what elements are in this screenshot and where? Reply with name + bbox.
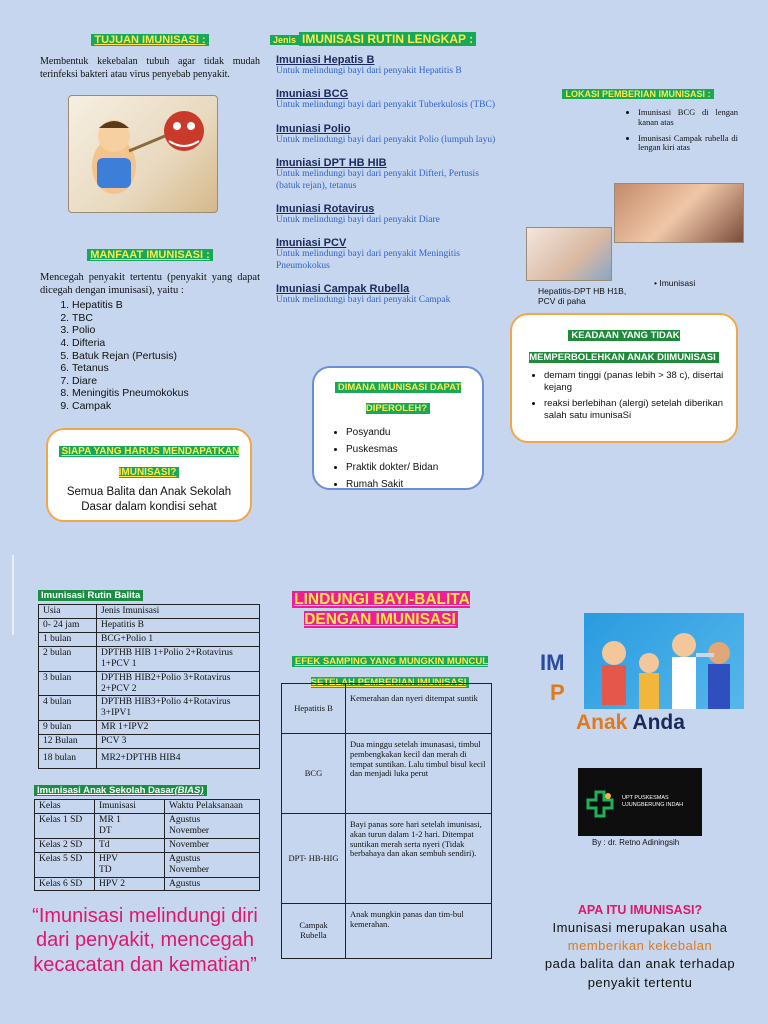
table-row bbox=[39, 749, 260, 769]
imunisasi-item bbox=[276, 203, 500, 226]
table-header bbox=[39, 605, 260, 619]
table-row bbox=[35, 852, 260, 877]
table-cell: 9 bulan bbox=[39, 721, 97, 735]
apa-text bbox=[520, 919, 760, 992]
tujuan-title: TUJUAN IMUNISASI : bbox=[91, 34, 208, 46]
cover-word-3: Anak bbox=[576, 711, 628, 734]
header-cell: Kelas bbox=[35, 800, 95, 814]
lindungi-title: LINDUNGI BAYI-BALITA DENGAN IMUNISASI bbox=[294, 591, 470, 628]
table-row bbox=[282, 734, 492, 814]
photo-caption: Hepatitis-DPT HB H1B, PCV di paha bbox=[538, 286, 627, 307]
sekolah-title bbox=[34, 785, 207, 796]
lokasi-title: LOKASI PEMBERIAN IMUNISASI : bbox=[562, 89, 713, 99]
dimana-item: • Puskesmas bbox=[346, 441, 472, 459]
puskesmas-logo bbox=[578, 768, 702, 836]
logo-text-line: UJUNGBERUNG INDAH bbox=[622, 802, 684, 808]
header-cell: Waktu Pelaksanaan bbox=[165, 800, 260, 814]
table-row bbox=[282, 814, 492, 904]
apa-title: APA ITU IMUNISASI? bbox=[577, 903, 703, 917]
imunisasi-title: Imuniasi PCV bbox=[276, 237, 347, 250]
imunisasi-title: Imuniasi Rotavirus bbox=[276, 202, 375, 215]
table-cell: Agustus November bbox=[165, 852, 260, 877]
disease-item: 8. Meningitis Pneumokokus bbox=[72, 387, 260, 400]
family-vaccine-illustration bbox=[584, 613, 744, 709]
table-cell: Agustus November bbox=[165, 813, 260, 838]
disease-item: 4. Difteria bbox=[72, 337, 260, 350]
dimana-item: • Rumah Sakit bbox=[346, 476, 472, 494]
imunisasi-title: Imuniasi Polio bbox=[276, 122, 351, 135]
keadaan-item: • demam tinggi (panas lebih > 38 c), disertai kejang bbox=[544, 370, 726, 394]
table-cell: DPTHB HIB 1+Polio 2+Rotavirus 1+PCV 1 bbox=[97, 646, 260, 671]
table-cell: HPV TD bbox=[95, 852, 165, 877]
table-cell: DPT- HB-HIG bbox=[282, 814, 346, 904]
table-row bbox=[282, 684, 492, 734]
table-cell: Kelas 6 SD bbox=[35, 877, 95, 891]
imunisasi-item bbox=[276, 54, 500, 77]
imunisasi-item bbox=[276, 123, 500, 146]
disease-item: 7. Diare bbox=[72, 375, 260, 388]
dimana-item: • Posyandu bbox=[346, 424, 472, 442]
table-cell: Kelas 2 SD bbox=[35, 838, 95, 852]
table-cell: 12 Bulan bbox=[39, 735, 97, 749]
cover-word-2: P bbox=[550, 680, 565, 705]
col2 bbox=[270, 30, 500, 318]
table-row bbox=[35, 877, 260, 891]
child-virus-illustration bbox=[68, 95, 218, 213]
efek-table bbox=[281, 683, 492, 959]
disease-item: 2. TBC bbox=[72, 312, 260, 325]
table-row bbox=[39, 696, 260, 721]
imunisasi-desc: Untuk melindungi bayi dari penyakit Hepatitis B bbox=[276, 66, 462, 76]
imunisasi-item bbox=[276, 237, 500, 272]
table-cell: 0- 24 jam bbox=[39, 618, 97, 632]
disease-item: 5. Batuk Rejan (Pertusis) bbox=[72, 350, 260, 363]
lokasi-item: • Imunisasi BCG di lengan kanan atas bbox=[638, 108, 738, 128]
siapa-box bbox=[46, 428, 252, 522]
table-row bbox=[39, 618, 260, 632]
table-cell: HPV 2 bbox=[95, 877, 165, 891]
sekolah-table bbox=[34, 799, 260, 891]
table-cell: Hepatitis B bbox=[97, 618, 260, 632]
imunisasi-title: Imuniasi Campak Rubella bbox=[276, 283, 410, 296]
table-cell: Kelas 5 SD bbox=[35, 852, 95, 877]
imunisasi-desc: Untuk melindungi bayi dari penyakit Tuberkulosis (TBC) bbox=[276, 100, 496, 111]
imunisasi-title: Imuniasi DPT HB HIB bbox=[276, 157, 387, 170]
imunisasi-item bbox=[276, 283, 500, 306]
table-row bbox=[35, 838, 260, 852]
table-cell: Bayi panas sore hari setelah imunisasi, akan turun dalam 1-2 hari. Ditempat suntikan merah serta nyeri (Tidak berbahaya dan akan sembuh sendiri). bbox=[346, 814, 492, 904]
disease-item: 3. Polio bbox=[72, 324, 260, 337]
imunisasi-list bbox=[270, 54, 500, 307]
lindungi-title-wrap bbox=[276, 590, 486, 630]
fold-divider bbox=[12, 555, 14, 635]
imunisasi-desc: Untuk melindungi bayi dari penyakit Campak bbox=[276, 295, 451, 306]
table-cell: BCG+Polio 1 bbox=[97, 632, 260, 646]
siapa-title: SIAPA YANG HARUS MENDAPATKAN IMUNISASI? bbox=[59, 446, 240, 478]
lokasi-section bbox=[540, 84, 736, 102]
sekolah-title-suffix: (BIAS) bbox=[174, 785, 204, 796]
table-cell: Campak Rubella bbox=[282, 904, 346, 959]
header-cell: Jenis Imunisasi bbox=[97, 605, 260, 619]
siapa-text: Semua Balita dan Anak Sekolah Dasar dalam kondisi sehat bbox=[66, 485, 232, 513]
imunisasi-item bbox=[276, 157, 500, 192]
dimana-title: DIMANA IMUNISASI DAPAT DIPEROLEH? bbox=[335, 382, 461, 414]
sekolah-section bbox=[34, 780, 260, 891]
table-row bbox=[39, 646, 260, 671]
manfaat-title: MANFAAT IMUNISASI : bbox=[87, 249, 213, 261]
apa-section bbox=[520, 903, 760, 992]
table-row bbox=[282, 904, 492, 959]
table-cell: 18 bulan bbox=[39, 749, 97, 769]
table-cell: Kemerahan dan nyeri ditempat suntik bbox=[346, 684, 492, 734]
cover-subtitle bbox=[576, 711, 685, 735]
author: By : dr. Retno Adiningsih bbox=[592, 838, 680, 847]
disease-item: 1. Hepatitis B bbox=[72, 299, 260, 312]
table-cell: MR 1 DT bbox=[95, 813, 165, 838]
keadaan-list bbox=[522, 370, 726, 422]
table-cell: November bbox=[165, 838, 260, 852]
keadaan-title: KEADAAN YANG TIDAK MEMPERBOLEHKAN ANAK DIIMUNISASI bbox=[529, 330, 718, 363]
sekolah-title-text: Imunisasi Anak Sekolah Dasar bbox=[37, 785, 175, 796]
table-cell: DPTHB HIB2+Polio 3+Rotavirus 2+PCV 2 bbox=[97, 671, 260, 696]
apa-text-3: pada balita dan anak terhadap penyakit tertentu bbox=[544, 956, 736, 990]
imunisasi-desc: Untuk melindungi bayi dari penyakit Polio (lumpuh layu) bbox=[276, 134, 496, 145]
imunisasi-desc: Untuk melindungi bayi dari penyakit Diare bbox=[276, 214, 440, 225]
oral-vaccine-photo bbox=[614, 183, 744, 243]
table-cell: 3 bulan bbox=[39, 671, 97, 696]
table-row bbox=[39, 671, 260, 696]
table-cell: BCG bbox=[282, 734, 346, 814]
table-cell: PCV 3 bbox=[97, 735, 260, 749]
table-cell: Dua minggu setelah imunasasi, timbul pembengkakan kecil dan merah di tempat suntikan. Lalu timbul bisul kecil dan menjadi luka perut bbox=[346, 734, 492, 814]
lokasi-list bbox=[628, 108, 738, 153]
tujuan-text: Membentuk kekebalan tubuh agar tidak mudah terinfeksi bakteri atau virus penyebab penyakit. bbox=[40, 56, 260, 80]
table-cell: Agustus bbox=[165, 877, 260, 891]
header-cell: Usia bbox=[39, 605, 97, 619]
table-cell: 2 bulan bbox=[39, 646, 97, 671]
imunisasi-title: Imuniasi BCG bbox=[276, 88, 349, 101]
photo-bullet-text: Imunisasi bbox=[659, 278, 696, 288]
table-header bbox=[35, 800, 260, 814]
apa-text-2: memberikan kekebalan bbox=[567, 938, 713, 954]
photo-bullet: • Imunisasi bbox=[654, 278, 696, 288]
logo-text bbox=[622, 795, 683, 809]
dimana-box bbox=[312, 366, 484, 490]
cover-illustration bbox=[584, 613, 744, 709]
disease-item: 6. Tetanus bbox=[72, 362, 260, 375]
dimana-item: • Praktik dokter/ Bidan bbox=[346, 459, 472, 477]
rutin-balita-title: Imunisasi Rutin Balita bbox=[38, 590, 143, 601]
keadaan-item: • reaksi berlebihan (alergi) setelah diberikan salah satu imunisaSi bbox=[544, 398, 726, 422]
table-cell: Td bbox=[95, 838, 165, 852]
cover-word-1: IM bbox=[540, 650, 565, 675]
header-cell: Imunisasi bbox=[95, 800, 165, 814]
imunisasi-desc: Untuk melindungi bayi dari penyakit Meningitis Pneumokokus bbox=[276, 249, 460, 271]
rutin-lengkap-title: IMUNISASI RUTIN LENGKAP : bbox=[299, 32, 476, 46]
table-cell: MR2+DPTHB HIB4 bbox=[97, 749, 260, 769]
table-cell: 1 bulan bbox=[39, 632, 97, 646]
table-cell: MR 1+IPV2 bbox=[97, 721, 260, 735]
table-row bbox=[39, 632, 260, 646]
table-cell: 4 bulan bbox=[39, 696, 97, 721]
efek-title: EFEK SAMPING YANG MUNGKIN MUNCUL SETELAH PEMBERIAN IMUNISASI bbox=[292, 656, 488, 688]
cover-word-4: Anda bbox=[632, 711, 685, 734]
table-cell: Kelas 1 SD bbox=[35, 813, 95, 838]
disease-item: 9. Campak bbox=[72, 400, 260, 413]
apa-text-1: Imunisasi merupakan usaha bbox=[552, 920, 728, 935]
injection-photo bbox=[526, 227, 612, 281]
puskesmas-logo-icon bbox=[586, 786, 618, 818]
imunisasi-item bbox=[276, 88, 500, 111]
table-row bbox=[39, 721, 260, 735]
imunisasi-title: Imuniasi Hepatis B bbox=[276, 54, 375, 66]
table-cell: Hepatitis B bbox=[282, 684, 346, 734]
table-row bbox=[39, 735, 260, 749]
manfaat-section bbox=[40, 245, 260, 413]
table-cell: Anak mungkin panas dan tim-bul kemerahan. bbox=[346, 904, 492, 959]
rutin-table bbox=[38, 604, 260, 769]
disease-list bbox=[40, 299, 260, 412]
manfaat-text: Mencegah penyakit tertentu (penyakit yang dapat dicegah dengan imunisasi), yaitu : bbox=[40, 272, 260, 297]
jenis-prefix: Jenis bbox=[270, 35, 299, 45]
rutin-balita-section bbox=[38, 585, 260, 769]
keadaan-box bbox=[510, 313, 738, 443]
lokasi-item: • Imunisasi Campak rubella di lengan kiri atas bbox=[638, 134, 738, 154]
logo-text-line: UPT PUSKESMAS bbox=[622, 794, 669, 801]
illustration-svg bbox=[69, 96, 219, 214]
table-row bbox=[35, 813, 260, 838]
quote: “Imunisasi melindungi diri dari penyakit, mencegah kecacatan dan kematian” bbox=[32, 905, 258, 976]
col1 bbox=[40, 30, 260, 81]
table-cell: DPTHB HIB3+Polio 4+Rotavirus 3+IPV1 bbox=[97, 696, 260, 721]
dimana-list bbox=[324, 424, 472, 494]
imunisasi-desc: Untuk melindungi bayi dari penyakit Difteri, Pertusis (batuk rejan), tetanus bbox=[276, 169, 479, 191]
